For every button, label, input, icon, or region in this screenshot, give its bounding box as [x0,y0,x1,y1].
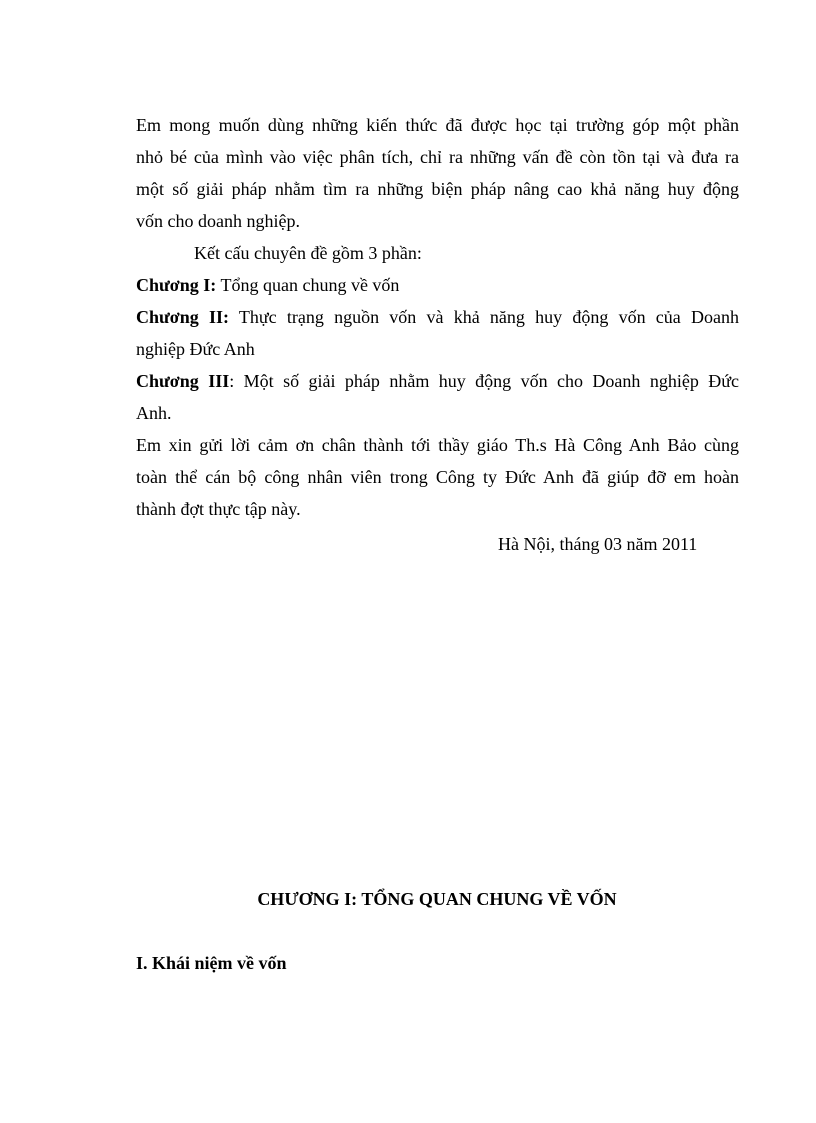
section-heading: I. Khái niệm về vốn [136,953,287,973]
chapter-2-label: Chương II: [136,307,230,327]
thanks-line-3: thành đợt thực tập này. [136,499,301,519]
chapter-heading: CHƯƠNG I: TỔNG QUAN CHUNG VỀ VỐN [257,889,617,909]
chapter-1-line [136,269,739,301]
intro-line-2: nhỏ bé của mình vào việc phân tích, chỉ ra những vấn đề còn tồn tại và đưa ra [136,147,739,167]
chapter-2-line-2: nghiệp Đức Anh [136,339,255,359]
intro-line-3: một số giải pháp nhằm tìm ra những biện pháp nâng cao khả năng huy động [136,179,739,199]
structure-line: Kết cấu chuyên đề gồm 3 phần: [194,243,422,263]
chapter-3-line-1 [136,365,739,397]
intro-paragraph [136,109,739,525]
thanks-line-2: toàn thể cán bộ công nhân viên trong Công ty Đức Anh đã giúp đỡ em hoàn [136,467,739,487]
intro-line-1: Em mong muốn dùng những kiến thức đã được học tại trường góp một phần [136,115,739,135]
chapter-2-line-1 [136,301,739,333]
chapter-3-label: Chương III [136,371,230,391]
signature-date: Hà Nội, tháng 03 năm 2011 [498,534,698,554]
thanks-line-1: Em xin gửi lời cảm ơn chân thành tới thầy giáo Th.s Hà Công Anh Bảo cùng [136,435,739,455]
chapter-3-line-2: Anh. [136,403,172,423]
chapter-3-text: : Một số giải pháp nhằm huy động vốn cho Doanh nghiệp Đức [229,371,739,391]
chapter-2-text: Thực trạng nguồn vốn và khả năng huy động vốn của Doanh [229,307,739,327]
chapter-1-text: Tổng quan chung về vốn [216,275,400,295]
intro-line-4: vốn cho doanh nghiệp. [136,211,300,231]
chapter-1-label: Chương I: [136,275,217,295]
